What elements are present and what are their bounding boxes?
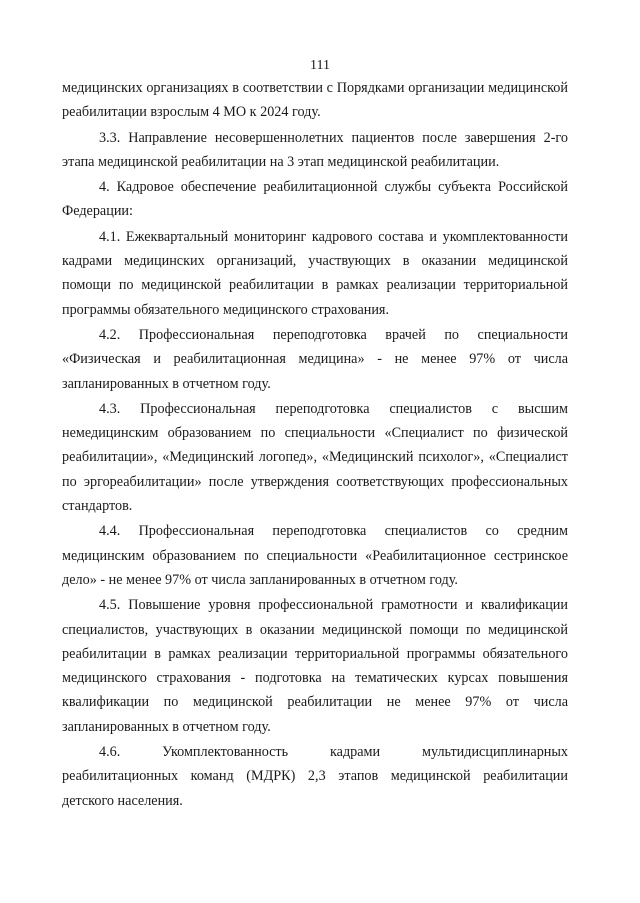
document-body xyxy=(62,76,568,813)
paragraph-4: 4. Кадровое обеспечение реабилитационной службы субъекта Российской Федерации: xyxy=(62,179,568,220)
paragraph-4-2: 4.2. Профессиональная переподготовка врачей по специальности «Физическая и реабилитационная медицина» - не менее 97% от числа запланированных в отчетном году. xyxy=(62,326,568,392)
paragraph-4-1: 4.1. Ежеквартальный мониторинг кадрового состава и укомплектованности кадрами медицинских организаций, участвующих в оказании медицинской помощи по медицинской реабилитации в рамках реализации территориальной программы обязательного медицинского страхования. xyxy=(62,228,568,318)
paragraph-4-5: 4.5. Повышение уровня профессиональной грамотности и квалификации специалистов, участвующих в оказании медицинской помощи по медицинской реабилитации в рамках реализации территориальной программы обязательного медицинского страхования - подготовка на тематических курсах повышения квалификации по медицинской реабилитации не менее 97% от числа запланированных в отчетном году. xyxy=(62,597,568,735)
paragraph-continuation: медицинских организациях в соответствии с Порядками организации медицинской реабилитации взрослым 4 МО к 2024 году. xyxy=(62,80,568,121)
page-number: 111 xyxy=(310,58,330,73)
paragraph-3-3: 3.3. Направление несовершеннолетних пациентов после завершения 2-го этапа медицинской реабилитации на 3 этап медицинской реабилитации. xyxy=(62,129,568,170)
paragraph-4-3: 4.3. Профессиональная переподготовка специалистов с высшим немедицинским образованием по специальности «Специалист по физической реабилитации», «Медицинский логопед», «Медицинский психолог», «Специалист по эргореабилитации» после утверждения соответствующих профессиональных стандартов. xyxy=(62,400,568,515)
paragraph-4-4: 4.4. Профессиональная переподготовка специалистов со средним медицинским образованием по специальности «Реабилитационное сестринское дело» - не менее 97% от числа запланированных в отчетном году. xyxy=(62,523,568,588)
paragraph-4-6: 4.6. Укомплектованность кадрами мультидисциплинарных реабилитационных команд (МДРК) 2,3 этапов медицинской реабилитации детского населения. xyxy=(62,744,568,809)
